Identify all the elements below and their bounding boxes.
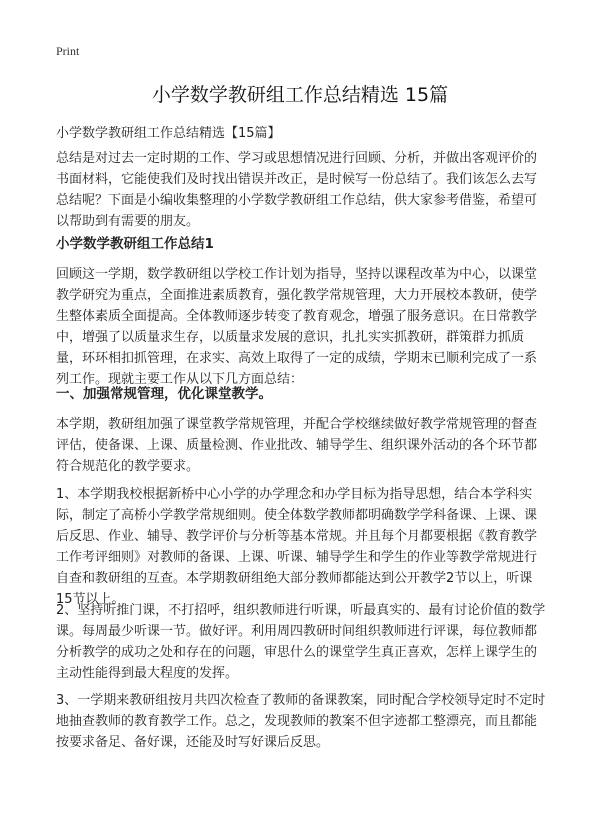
paragraph-one: 本学期，教研组加强了课堂教学常规管理，并配合学校继续做好教学常规管理的督查评估，使备课、上课、质量检测、作业批改、辅导学生、组织课外活动的各个环节都符合规范化的教学要求。 bbox=[56, 417, 538, 474]
paragraph-three: 2、坚持听推门课，不打招呼，组织教师进行听课，听最真实的、最有讨论价值的数学课。每周最少听课一节。做好评。利用周四教研时间组织教师进行评课，每位教师都分析教学的成功之处和存在的问题，审思什么的课堂学生真正喜欢，怎样上课学生的主动性能得到最大程度的发挥。 bbox=[56, 603, 546, 681]
intro-paragraph: 总结是对过去一定时期的工作、学习或思想情况进行回顾、分析，并做出客观评价的书面材料，它能使我们及时找出错误并改正，是时候写一份总结了。我们该怎么去写总结呢？下面是小编收集整理的小学数学教研组工作总结，供大家参考借鉴，希望可以帮助到有需要的朋友。 bbox=[56, 151, 538, 229]
print-label: Print bbox=[56, 44, 80, 58]
page-title: 小学数学教研组工作总结精选 15篇 bbox=[151, 84, 449, 106]
paragraph-four: 3、一学期来教研组按月共四次检查了教师的备课教案，同时配合学校领导定时不定时地抽查教师的教育教学工作。总之，发现教师的教案不但字迹都工整漂亮，而且都能按要求备足、备好课，还能及时写好课后反思。 bbox=[56, 693, 546, 750]
section-body-paragraph: 回顾这一学期，数学教研组以学校工作计划为指导，坚持以课程改革为中心，以课堂教学研究为重点，全面推进素质教育，强化教学常规管理，大力开展校本教研，使学生整体素质全面提高。全体教师逐步转变了教育观念，增强了服务意识。在日常教学中，增强了以质量求生存，以质量求发展的意识，扎扎实实抓教研，群策群力抓质量，环环相扣抓管理，在求实、高效上取得了一定的成绩，学期末已顺利完成了一系列工作。现就主要工作从以下几方面总结： bbox=[56, 267, 538, 387]
subsection-heading: 一、加强常规管理，优化课堂教学。 bbox=[56, 386, 272, 402]
subtitle: 小学数学教研组工作总结精选【15篇】 bbox=[56, 126, 281, 141]
paragraph-two: 1、本学期我校根据新桥中心小学的办学理念和办学目标为指导思想，结合本学科实际，制定了高桥小学教学常规细则。使全体数学教师都明确数学学科备课、上课、课后反思、作业、辅导、教学评价与分析等基本常规。并且每个月都要根据《教育教学工作考评细则》对教师的备课、上课、听课、辅导学生和学生的作业等教学常规进行自查和教研组的互查。本学期教研组绝大部分教师都能达到公开教学2节以上，听课15节以上。 bbox=[56, 487, 538, 607]
section-heading: 小学数学教研组工作总结1 bbox=[56, 236, 214, 252]
